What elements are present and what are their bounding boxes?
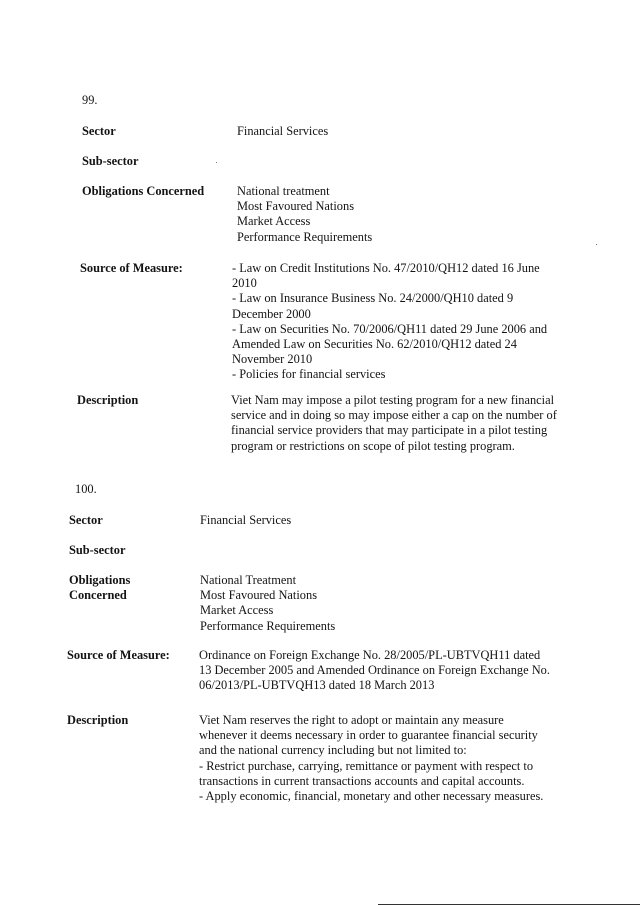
description-line: financial service providers that may participate in a pilot testing xyxy=(231,423,548,438)
sector-value: Financial Services xyxy=(237,124,329,138)
source-line: 2010 xyxy=(232,276,257,291)
source-line: - Policies for financial services xyxy=(232,367,386,382)
description-line: whenever it deems necessary in order to guarantee financial security xyxy=(199,728,538,743)
subsector-label: Sub-sector xyxy=(69,543,126,557)
scan-speck xyxy=(216,162,217,163)
obligation-item: Market Access xyxy=(200,603,274,618)
description-line: service and in doing so may impose either a cap on the number of xyxy=(231,408,557,423)
source-text xyxy=(232,261,573,383)
source-text xyxy=(199,648,574,694)
sector-value: Financial Services xyxy=(200,513,292,527)
description-line: - Restrict purchase, carrying, remittance or payment with respect to xyxy=(199,758,534,773)
obligations-label xyxy=(69,573,130,603)
description-label: Description xyxy=(77,393,139,407)
obligations-list xyxy=(237,184,372,245)
obligation-item: Market Access xyxy=(237,214,311,229)
description-line: Viet Nam reserves the right to adopt or maintain any measure xyxy=(199,713,504,727)
description-line: - Apply economic, financial, monetary and other necessary measures. xyxy=(199,789,544,804)
sector-label: Sector xyxy=(69,513,103,527)
source-line: - Law on Credit Institutions No. 47/2010/QH12 dated 16 June xyxy=(232,261,540,275)
description-text xyxy=(199,713,574,804)
source-line: November 2010 xyxy=(232,352,313,367)
entry-number: 100. xyxy=(75,482,97,496)
description-line: Viet Nam may impose a pilot testing program for a new financial xyxy=(231,393,555,407)
obligation-item: National treatment xyxy=(237,184,330,198)
source-line: December 2000 xyxy=(232,306,311,321)
source-line: - Law on Securities No. 70/2006/QH11 dated 29 June 2006 and xyxy=(232,321,548,336)
source-line: Ordinance on Foreign Exchange No. 28/2005/PL-UBTVQH11 dated xyxy=(199,648,541,662)
source-label: Source of Measure: xyxy=(80,261,183,275)
obligation-item: Most Favoured Nations xyxy=(200,588,318,603)
description-text xyxy=(231,393,576,454)
description-label: Description xyxy=(67,713,129,727)
source-line: - Law on Insurance Business No. 24/2000/QH10 dated 9 xyxy=(232,291,514,306)
scan-speck xyxy=(596,244,597,245)
source-line: Amended Law on Securities No. 62/2010/QH12 dated 24 xyxy=(232,337,517,352)
obligation-item: National Treatment xyxy=(200,573,297,587)
source-line: 06/2013/PL-UBTVQH13 dated 18 March 2013 xyxy=(199,678,435,693)
obligation-item: Most Favoured Nations xyxy=(237,199,355,214)
obligation-item: Performance Requirements xyxy=(200,618,336,633)
description-line: and the national currency including but not limited to: xyxy=(199,743,467,758)
obligation-item: Performance Requirements xyxy=(237,229,373,244)
description-line: program or restrictions on scope of pilot testing program. xyxy=(231,438,515,453)
obligations-label-line: Obligations xyxy=(69,573,131,587)
source-line: 13 December 2005 and Amended Ordinance on Foreign Exchange No. xyxy=(199,663,550,678)
obligations-label: Obligations Concerned xyxy=(82,184,205,198)
sector-label: Sector xyxy=(82,124,116,138)
subsector-label: Sub-sector xyxy=(82,154,139,168)
obligations-label-line: Concerned xyxy=(69,588,127,603)
obligations-list xyxy=(200,573,335,634)
description-line: transactions in current transactions accounts and capital accounts. xyxy=(199,773,525,788)
entry-number: 99. xyxy=(82,93,98,107)
source-label: Source of Measure: xyxy=(67,648,170,662)
